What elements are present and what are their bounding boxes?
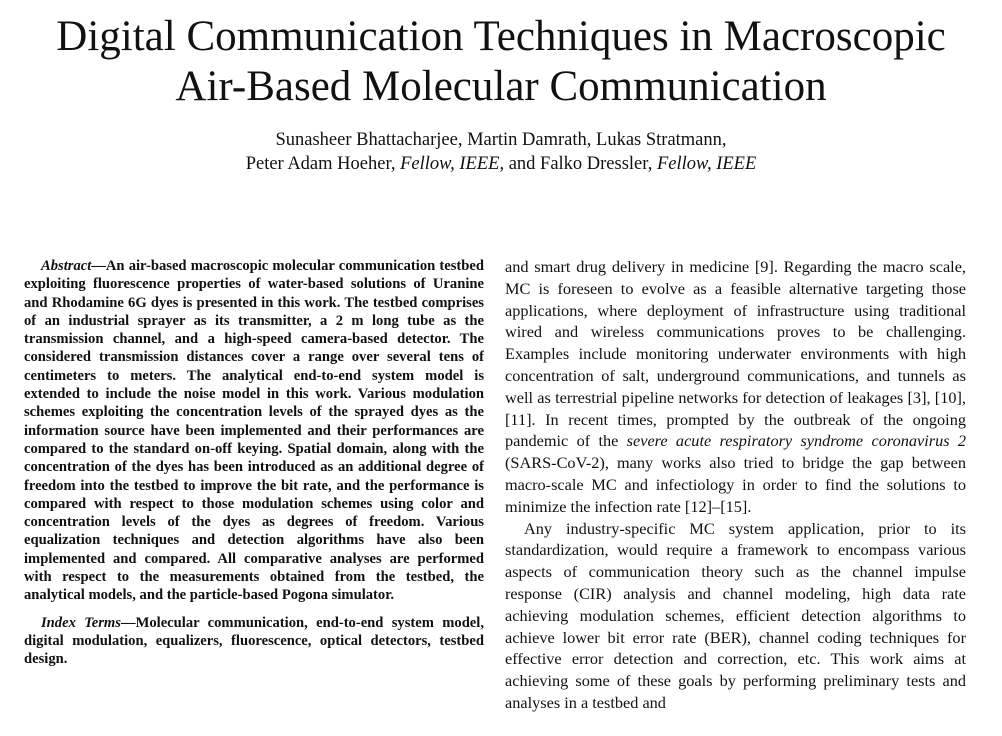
index-terms-text: —Molecular communication, end-to-end system model, digital modulation, equalizers, fluorescence, optical detectors, testbed design. bbox=[24, 614, 484, 668]
index-terms-heading: Index Terms bbox=[41, 614, 121, 631]
body-text: (SARS-CoV-2), many works also tried to bridge the gap between macro-scale MC and infectiology in order to find the solutions to minimize the infection rate [12]–[15]. bbox=[505, 453, 966, 516]
author-affiliation: Fellow, IEEE bbox=[656, 154, 757, 174]
author-text: Peter Adam Hoeher, bbox=[245, 154, 401, 174]
title-line-1: Digital Communication Techniques in Macroscopic bbox=[56, 13, 946, 60]
abstract-text: —An air-based macroscopic molecular communication testbed exploiting fluorescence properties of water-based solutions of Uranine and Rhodamine 6G dyes is presented in this work. The testbed comprises of an industrial sprayer as its transmitter, a 2 m long tube as the transmission channel, and a high-speed camera-based detector. The considered transmission distances cover a range over several tens of centimeters to meters. The analytical end-to-end system model is extended to include the noise model in this work. Various modulation schemes exploiting the concentration levels of the sprayed dyes as the information source have been implemented and their performances are compared to the standard on-off keying. Spatial domain, along with the concentration of the dyes has been introduced as an additional degree of freedom into the testbed to improve the bit rate, and the performance is compared with respect to those modulation schemes using color and concentration levels of the dyes as degrees of freedom. Various equalization techniques and detection algorithms have also been implemented and compared. All comparative analyses are performed with respect to the measurements obtained from the testbed, the analytical models, and the particle-based Pogona simulator. bbox=[24, 258, 484, 604]
right-column bbox=[505, 256, 966, 714]
paper-title bbox=[0, 12, 1002, 112]
body-paragraph-2: Any industry-specific MC system application, prior to its standardization, would require a framework to encompass various aspects of communication theory such as the channel impulse response (CIR) analysis and channel modeling, high data rate achieving modulation schemes, efficient detection algorithms to achieve lower bit error rate (BER), channel coding techniques for effective error detection and correction, etc. This work aims at achieving some of these goals by performing preliminary tests and analyses in a testbed and bbox=[505, 518, 966, 712]
left-column bbox=[24, 257, 484, 669]
author-affiliation: Fellow, IEEE bbox=[400, 154, 500, 174]
author-text: , and Falko Dressler, bbox=[499, 154, 657, 174]
body-paragraph-1 bbox=[505, 256, 966, 518]
abstract-heading: Abstract bbox=[41, 258, 92, 274]
body-emphasis: severe acute respiratory syndrome coronavirus 2 bbox=[626, 431, 966, 451]
author-list bbox=[0, 128, 1002, 176]
authors-line-1: Sunasheer Bhattacharjee, Martin Damrath, Lukas Stratmann, bbox=[275, 130, 727, 150]
title-line-2: Air-Based Molecular Communication bbox=[175, 63, 827, 110]
authors-line-2 bbox=[0, 152, 1002, 176]
abstract bbox=[24, 257, 484, 605]
index-terms bbox=[24, 614, 484, 669]
body-text: and smart drug delivery in medicine [9]. Regarding the macro scale, MC is foreseen to evolve as a feasible alternative targeting those applications, where deployment of infrastructure using traditional wired and wireless communications proves to be challenging. Examples include monitoring underwater environments with high concentration of salt, underground communications, and tunnels as well as terrestrial pipeline networks for detection of leakages [3], [10], [11]. In recent times, prompted by the outbreak of the ongoing pandemic of the bbox=[505, 257, 966, 451]
